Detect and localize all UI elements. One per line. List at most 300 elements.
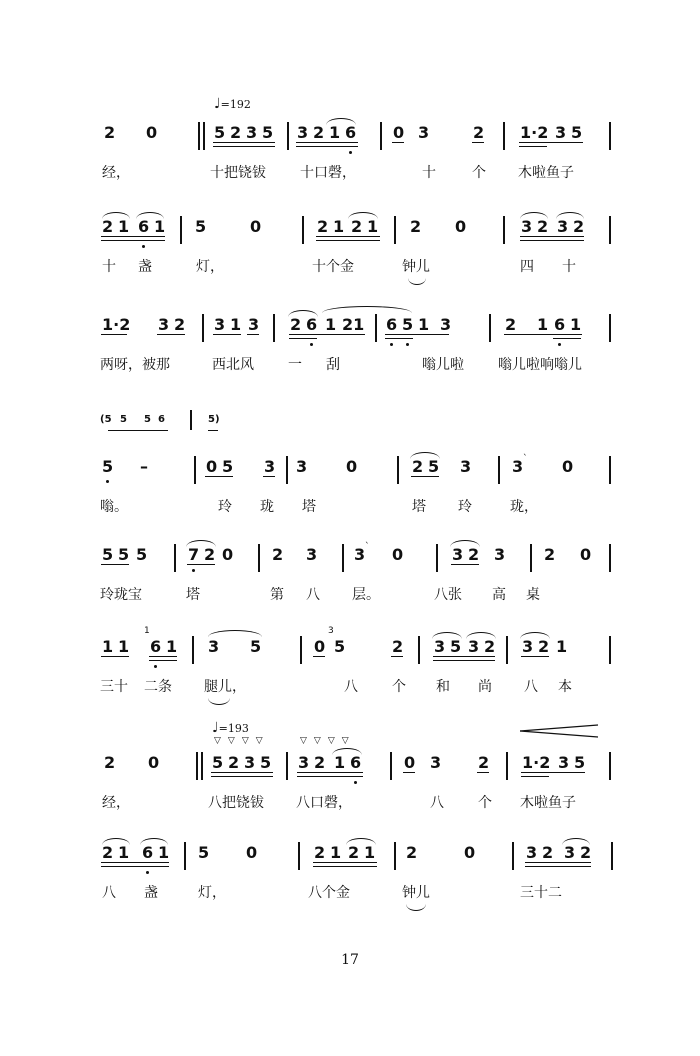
barline (609, 122, 611, 150)
lyric: 二条 (144, 679, 172, 695)
note: 1 (418, 315, 430, 334)
note: 1·2 (102, 315, 131, 334)
note: 2 (406, 843, 418, 862)
note: 3 (521, 217, 533, 236)
note: 2 (580, 843, 592, 862)
note: 1 (118, 217, 130, 236)
lyric: 经， (102, 795, 130, 811)
note: 3 (208, 637, 220, 656)
underline (296, 146, 358, 147)
note: 2 (484, 637, 496, 656)
barline (192, 636, 194, 664)
note: 1 (230, 315, 242, 334)
low-octave-dot (354, 781, 357, 784)
note: 3 (158, 315, 170, 334)
barline (498, 456, 500, 484)
underline (213, 142, 275, 143)
lyric: 十 (422, 165, 436, 181)
note: 0 (392, 545, 404, 564)
note: 1 (154, 217, 166, 236)
note: 3 (248, 315, 260, 334)
note: 2 (104, 123, 116, 142)
underline (149, 660, 177, 661)
notes-row (100, 748, 620, 788)
lyric: 塔 (186, 587, 200, 603)
underline (247, 334, 259, 335)
note: 3 (452, 545, 464, 564)
note: 5 (214, 123, 226, 142)
note: 5 (120, 414, 127, 425)
lyric: 个 (472, 165, 486, 181)
barline (287, 122, 289, 150)
barline (506, 636, 508, 664)
underline (297, 776, 363, 777)
note: 2 (228, 753, 240, 772)
underline (149, 656, 177, 657)
quarter-note-icon: ♩ (212, 720, 219, 736)
note: 2 (478, 753, 490, 772)
low-octave-dot (558, 343, 561, 346)
note: 5 (571, 123, 583, 142)
lyric: 灯， (198, 885, 226, 901)
lyric: 八 (102, 885, 116, 901)
barline (394, 842, 396, 870)
lyric: 桌 (526, 587, 540, 603)
underline (504, 334, 582, 335)
underline (477, 772, 489, 773)
barline (609, 314, 611, 342)
grace-note: 1 (144, 626, 150, 636)
note: 5 (334, 637, 346, 656)
lyric: 八把铙钹 (208, 795, 264, 811)
note: 1 (102, 637, 114, 656)
barline (273, 314, 275, 342)
note: 1 (325, 315, 337, 334)
note: 0 (455, 217, 467, 236)
underline (525, 866, 591, 867)
note: 5 (102, 457, 114, 476)
lyric: 玲珑宝 (100, 587, 142, 603)
note: 3 (246, 123, 258, 142)
underline (101, 240, 165, 241)
notes-row (100, 626, 620, 672)
underline (451, 564, 479, 565)
barline (196, 752, 198, 780)
underline (101, 866, 169, 867)
note: 6 (138, 217, 150, 236)
note: 3 (298, 753, 310, 772)
underline (472, 142, 484, 143)
notes-row (100, 310, 620, 350)
note: 3 (214, 315, 226, 334)
barline (202, 314, 204, 342)
note: 5 (144, 414, 151, 425)
note: 1·2 (520, 123, 549, 142)
note: 2 (102, 217, 114, 236)
note: 21 (342, 315, 365, 334)
note: 2 (290, 315, 302, 334)
lyric: 钟儿 (402, 885, 430, 901)
note: 5) (208, 414, 220, 425)
note: 3 (297, 123, 309, 142)
note: 1 (118, 843, 130, 862)
note: 0 (222, 545, 234, 564)
lyrics-row (100, 676, 620, 698)
slur (326, 118, 356, 125)
note: 3 (244, 753, 256, 772)
barline (390, 752, 392, 780)
barline (609, 456, 611, 484)
barline (503, 122, 505, 150)
quarter-note-icon: ♩ (214, 96, 221, 112)
lyrics-row (100, 792, 620, 814)
barline (436, 544, 438, 572)
barline (201, 752, 203, 780)
barline (609, 636, 611, 664)
note: 3 (494, 545, 506, 564)
underline (205, 476, 233, 477)
underline (101, 656, 129, 657)
note: – (140, 457, 148, 476)
note: 2 (204, 545, 216, 564)
note: 3 (430, 753, 442, 772)
note: 1 (329, 123, 341, 142)
low-octave-dot (310, 343, 313, 346)
note: 1·2 (522, 753, 551, 772)
low-octave-dot (142, 245, 145, 248)
note: 3 (564, 843, 576, 862)
note: 5 (450, 637, 462, 656)
lyric: 两呀，被那 (100, 357, 170, 373)
lyric: 和 (436, 679, 450, 695)
lyric: 钟儿 (402, 259, 430, 275)
underline (213, 334, 241, 335)
underline (411, 476, 439, 477)
slur (406, 904, 426, 911)
slur (408, 278, 426, 285)
low-octave-dot (146, 871, 149, 874)
barline (180, 216, 182, 244)
underline (263, 476, 275, 477)
lyrics-row (100, 496, 620, 518)
barline (286, 456, 288, 484)
lyric: 十把铙钹 (210, 165, 266, 181)
lyric: 本 (558, 679, 572, 695)
note: 2 (542, 843, 554, 862)
underline (313, 862, 377, 863)
note: 1 (570, 315, 582, 334)
note: 5 (402, 315, 414, 334)
lyric: 十口磬， (300, 165, 356, 181)
accent-marks: ▽▽▽▽ (214, 736, 270, 746)
lyric: 珑 (260, 499, 274, 515)
note: 3 (296, 457, 308, 476)
underline (519, 146, 547, 147)
lyric: 玲 (458, 499, 472, 515)
note: 5 (260, 753, 272, 772)
note: 2 (230, 123, 242, 142)
note: 5 (198, 843, 210, 862)
lyric: 高 (492, 587, 506, 603)
lyric: 个 (478, 795, 492, 811)
note: 3 (512, 457, 524, 476)
note: 3 (440, 315, 452, 334)
slur (322, 306, 412, 313)
note: 0 (404, 753, 416, 772)
note: 0 (562, 457, 574, 476)
underline (208, 430, 218, 431)
lyric: 三十二 (520, 885, 562, 901)
note: 0 (148, 753, 160, 772)
underline (101, 334, 127, 335)
note: 3 (555, 123, 567, 142)
underline (213, 146, 275, 147)
lyric: 嗡。 (100, 499, 128, 515)
low-octave-dot (154, 665, 157, 668)
barline (190, 410, 192, 430)
lyric: 四 (520, 259, 534, 275)
underline (316, 236, 380, 237)
underline (385, 338, 413, 339)
lyric: 嗡儿啦 (422, 357, 464, 373)
underline (101, 236, 165, 237)
breath-mark-icon: ˋ (523, 454, 528, 464)
note: 0 (464, 843, 476, 862)
note: 1 (537, 315, 549, 334)
barline (530, 544, 532, 572)
note: 0 (206, 457, 218, 476)
lyric: 八张 (434, 587, 462, 603)
note: 5 (212, 753, 224, 772)
accent-marks: ▽▽▽▽ (300, 736, 356, 746)
underline (313, 866, 377, 867)
lyric: 尚 (478, 679, 492, 695)
underline (187, 564, 215, 565)
underline (521, 776, 549, 777)
lyric: 十 (102, 259, 116, 275)
underline (519, 142, 583, 143)
note: 1 (166, 637, 178, 656)
note: 2 (348, 843, 360, 862)
note: 2 (272, 545, 284, 564)
note: 1 (333, 217, 345, 236)
lyrics-row (100, 162, 620, 184)
note: 1 (364, 843, 376, 862)
barline (302, 216, 304, 244)
underline (392, 142, 404, 143)
barline (375, 314, 377, 342)
note: 0 (314, 637, 326, 656)
barline (609, 216, 611, 244)
notes-row (100, 118, 620, 158)
lyric: 塔 (412, 499, 426, 515)
low-octave-dot (192, 569, 195, 572)
note: 1 (367, 217, 379, 236)
barline (418, 636, 420, 664)
note: 2 (544, 545, 556, 564)
underline (313, 656, 325, 657)
lyric: 三十 (100, 679, 128, 695)
underline (297, 772, 363, 773)
note: 2 (104, 753, 116, 772)
note: (5 (100, 414, 112, 425)
note: 1 (330, 843, 342, 862)
lyric: 刮 (326, 357, 340, 373)
underline (101, 564, 129, 565)
lyric: 十 (562, 259, 576, 275)
note: 2 (102, 843, 114, 862)
barline (397, 456, 399, 484)
underline (296, 142, 358, 143)
lyric: 一 (288, 357, 302, 373)
notes-row (100, 838, 620, 878)
note: 1 (158, 843, 170, 862)
note: 5 (195, 217, 207, 236)
note: 2 (538, 637, 550, 656)
underline (553, 338, 581, 339)
barline (300, 636, 302, 664)
underline (157, 334, 185, 335)
barline (506, 752, 508, 780)
barline (198, 122, 200, 150)
underline (433, 656, 495, 657)
note: 3 (418, 123, 430, 142)
lyric: 八口磬， (296, 795, 352, 811)
note: 6 (158, 414, 165, 425)
barline (380, 122, 382, 150)
underline (385, 334, 449, 335)
underline (108, 430, 168, 431)
lyric: 灯， (196, 259, 224, 275)
barline (611, 842, 613, 870)
underline (211, 776, 273, 777)
note: 0 (346, 457, 358, 476)
note: 5 (102, 545, 114, 564)
note: 5 (222, 457, 234, 476)
lyric: 盏 (138, 259, 152, 275)
note: 1 (118, 637, 130, 656)
low-octave-dot (390, 343, 393, 346)
note: 2 (412, 457, 424, 476)
lyric: 经， (102, 165, 130, 181)
breath-mark-icon: ˋ (365, 542, 370, 552)
low-octave-dot (406, 343, 409, 346)
lyric: 西北风 (212, 357, 254, 373)
lyric: 玲 (218, 499, 232, 515)
note: 6 (386, 315, 398, 334)
barline (286, 752, 288, 780)
note: 0 (250, 217, 262, 236)
lyric: 八 (524, 679, 538, 695)
barline (609, 544, 611, 572)
underline (391, 656, 403, 657)
lyrics-row (100, 354, 620, 376)
bracketed-notes (100, 414, 240, 444)
note: 2 (410, 217, 422, 236)
barline (184, 842, 186, 870)
notes-row (100, 212, 620, 252)
lyric: 个 (392, 679, 406, 695)
lyric: 珑， (510, 499, 538, 515)
low-octave-dot (349, 151, 352, 154)
barline (298, 842, 300, 870)
note: 3 (557, 217, 569, 236)
lyric: 第 (270, 587, 284, 603)
lyric: 塔 (302, 499, 316, 515)
lyric: 嗡儿啦响嗡儿 (498, 357, 582, 373)
lyric: 木啦鱼子 (518, 165, 574, 181)
note: 2 (473, 123, 485, 142)
lyric: 八 (344, 679, 358, 695)
lyrics-row (100, 882, 620, 904)
slur (208, 698, 230, 705)
note: 2 (313, 123, 325, 142)
note: 3 (522, 637, 534, 656)
note: 2 (174, 315, 186, 334)
barline (258, 544, 260, 572)
underline (101, 862, 169, 863)
underline (316, 240, 380, 241)
notes-row (100, 452, 620, 492)
barline (609, 752, 611, 780)
barline (203, 122, 205, 150)
underline (289, 338, 317, 339)
lyric: 木啦鱼子 (520, 795, 576, 811)
page-number: 17 (341, 952, 359, 968)
note: 0 (246, 843, 258, 862)
note: 2 (314, 753, 326, 772)
lyric: 十个金 (312, 259, 354, 275)
underline (433, 660, 495, 661)
barline (489, 314, 491, 342)
note: 5 (250, 637, 262, 656)
note: 6 (345, 123, 357, 142)
note: 3 (468, 637, 480, 656)
underline (525, 862, 591, 863)
note: 1 (334, 753, 346, 772)
lyric: 盏 (144, 885, 158, 901)
barline (174, 544, 176, 572)
low-octave-dot (106, 480, 109, 483)
note: 2 (468, 545, 480, 564)
note: 3 (526, 843, 538, 862)
lyric: 腿儿， (204, 679, 246, 695)
note: 6 (150, 637, 162, 656)
note: 2 (573, 217, 585, 236)
note: 0 (393, 123, 405, 142)
note: 6 (306, 315, 318, 334)
underline (211, 772, 273, 773)
tempo-mark: ♩=192 (214, 96, 251, 112)
note: 2 (351, 217, 363, 236)
underline (520, 240, 584, 241)
underline (289, 334, 365, 335)
note: 1 (556, 637, 568, 656)
underline (403, 772, 415, 773)
tempo-mark: ♩=193 (212, 720, 249, 736)
note: 3 (434, 637, 446, 656)
note: 2 (317, 217, 329, 236)
lyric: 层。 (352, 587, 380, 603)
note: 0 (146, 123, 158, 142)
barline (503, 216, 505, 244)
lyric: 八个金 (308, 885, 350, 901)
note: 2 (314, 843, 326, 862)
note: 2 (505, 315, 517, 334)
underline (520, 236, 584, 237)
note: 5 (262, 123, 274, 142)
note: 7 (188, 545, 200, 564)
